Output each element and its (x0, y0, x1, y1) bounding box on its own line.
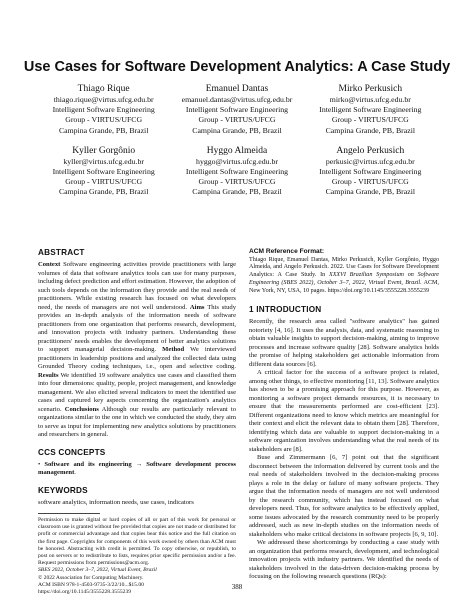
abstract-method-label: Method (162, 346, 185, 353)
intro-paragraph: A critical factor for the success of a software project is related, among other things, to effective monitoring [11, 13]. Software analytics has shown to be a promising approach for this purpose. However, as monitoring a software project demands resources, it is necessary to ensure that the measurements performed are cost-efficient [23]. Different organizations need to know which metrics are meaningful for their context and elicit the relevant data to obtain them [28]. Therefore, identifying which data are valuable to support decision-making in a software organization involves understanding what the real needs of its stakeholders are [8]. (249, 369, 439, 453)
introduction-heading: 1 INTRODUCTION (249, 305, 322, 315)
author-email: thiago.rique@virtus.ufcg.edu.br (53, 95, 154, 104)
footnote-venue: SBES 2022, October 3–7, 2022, Virtual Event, Brazil (38, 567, 157, 574)
author-location: Campina Grande, PB, Brazil (58, 125, 149, 135)
abstract-method: We interviewed practitioners in leadership positions and analyzed the collected data using Grounded Theory coding techniques, i.e., open and selective coding. (38, 346, 236, 370)
acm-reference-heading: ACM Reference Format: (249, 248, 325, 255)
footnote-copyright: © 2022 Association for Computing Machinery. (38, 574, 144, 581)
author-affiliation: Intelligent Software Engineering (185, 105, 289, 115)
abstract-context-label: Context (38, 261, 61, 268)
author-email: hyggo@virtus.ufcg.edu.br (196, 156, 278, 166)
author-affiliation: Intelligent Software Engineering (52, 105, 155, 115)
author-email: perkusic@virtus.ufcg.edu.br (325, 156, 415, 166)
ccs-term-tail: . (74, 469, 76, 476)
author-block (37, 84, 437, 198)
page-number: 388 (231, 583, 243, 591)
author-affiliation: Intelligent Software Engineering (319, 105, 422, 115)
author-card (304, 84, 437, 136)
intro-paragraph: Buse and Zimmermann [6, 7] point out that the significant disconnect between the information delivered by current tools and the real needs of stakeholders involved in the decision-making process plays a role in the delay or failure of many software projects. They argue that the information needs of managers are not well understood by the research community, which has instead focused on what developers need. Thus, for software analytics to be effectively applied, some issues advocated by the research community need to be properly addressed, such as new in-depth studies on the information needs of stakeholders who make critical decisions in software projects [6, 9, 10]. (249, 454, 439, 538)
ccs-bullet: • (38, 460, 41, 468)
author-group: Group - VIRTUS/UFCG (331, 115, 409, 125)
author-location: Campina Grande, PB, Brazil (325, 187, 416, 197)
author-affiliation: Intelligent Software Engineering (319, 167, 422, 177)
abstract-aims-label: Aims (189, 303, 205, 311)
left-column (38, 248, 236, 596)
author-group: Group - VIRTUS/UFCG (331, 177, 409, 187)
ccs-concepts (38, 461, 236, 478)
author-group: Group - VIRTUS/UFCG (65, 177, 143, 187)
ccs-heading: CCS CONCEPTS (38, 447, 106, 457)
author-group: Group - VIRTUS/UFCG (198, 115, 276, 125)
abstract-conclusions-label: Conclusions (64, 405, 99, 413)
author-location: Campina Grande, PB, Brazil (192, 187, 282, 197)
author-affiliation: Intelligent Software Engineering (185, 167, 289, 177)
footnote-doi: https://doi.org/10.1145/3555228.3555239 (38, 589, 132, 596)
footnote-rule (38, 513, 100, 514)
author-email: kyller@virtus.ufcg.edu.br (63, 156, 144, 166)
abstract-aims: This study provides an in-depth analysis of the information needs of software practitioners from one organization that performs research, development, and innovation projects with industry partners. Understanding these practitioners' needs enables the development of better analytics solutions to support managerial decision-making. (38, 303, 236, 353)
author-email: mirko@virtus.ufcg.edu.br (329, 95, 411, 104)
acm-reference-authors: Thiago Rique, Emanuel Dantas, Mirko Perkusich, Kyller Gorgônio, Hyggo Almeida, and Angelo Perkusich. 2022. Use Cases for Software Development Analytics: A Case Study. In (249, 256, 439, 279)
author-card (170, 84, 303, 136)
right-column (249, 248, 439, 582)
acm-reference-body (249, 257, 439, 296)
abstract-conclusions: Although our results are particularly relevant to organizations similar to the one in which we conducted the study, they aim to serve as input for implementing new analytics solutions by practitioners and researchers in general. (38, 405, 236, 438)
paper-title: Use Cases for Software Development Analytics: A Case Study (23, 59, 451, 75)
intro-paragraph: Recently, the research area called "software analytics" has gained notoriety [4, 16]. It uses the analysis, data, and systematic reasoning to obtain valuable insights to support decision-making, aiming to improve processes and increase software quality [28]. Software analytics holds the promise of helping stakeholders get actionable information from different data sources [6]. (249, 318, 439, 368)
author-name: Emanuel Dantas (205, 84, 269, 94)
author-location: Campina Grande, PB, Brazil (192, 125, 282, 135)
author-name: Hyggo Almeida (206, 145, 268, 156)
author-email: emanuel.dantas@virtus.ufcg.edu.br (181, 95, 293, 104)
permission-text: Permission to make digital or hard copies of all or part of this work for personal or classroom use is granted without fee provided that copies are not made or distributed for profit or commercial advantage and that copies bear this notice and the full citation on the first page. Copyrights for components of this work owned by others than ACM must be honored. Abstracting with credit is permitted. To copy otherwise, or republish, to post on servers or to redistribute to lists, requires prior specific permission and/or a fee. Request permissions from permissions@acm.org. (38, 517, 236, 567)
author-location: Campina Grande, PB, Brazil (325, 125, 416, 135)
author-name: Kyller Gorgônio (72, 145, 136, 156)
author-card (170, 146, 303, 198)
author-card (304, 146, 437, 198)
acm-reference-tail: ACM, New York, NY, USA, 10 pages. https://doi.org/10.1145/3555228.3555239 (249, 279, 440, 294)
abstract-body (38, 261, 236, 440)
acm-reference-proceedings: XXXVI Brazilian Symposium on Software Engineering (SBES 2022), October 3–7, 2022, Virtual Event, Brazil. (249, 272, 440, 286)
ccs-term: Software and its engineering → Software development process management (38, 460, 236, 476)
author-card (37, 146, 170, 198)
author-name: Thiago Rique (77, 84, 130, 94)
abstract-results: We identified 19 software analytics use cases and classified them into four dimensions: quality, people, project management, and knowledge management. We also elicited several indicators to meet the identified use cases and captured key aspects concerning the organization's analytics scenario. (38, 371, 236, 413)
author-location: Campina Grande, PB, Brazil (58, 187, 149, 197)
author-group: Group - VIRTUS/UFCG (65, 115, 143, 125)
abstract-results-label: Results (38, 371, 59, 379)
abstract-heading: ABSTRACT (38, 248, 85, 257)
author-card (37, 84, 170, 136)
abstract-context: Software engineering activities provide practitioners with large volumes of data that software analytics tools can use for many purposes, including defect prediction and effort estimation. However, the adoption of such tools depends on the information they provide and the real needs of practitioners. While existing research has focused on what developers need, the needs of managers are not well understood. (38, 261, 237, 311)
author-name: Mirko Perkusich (338, 84, 403, 94)
keywords-text: software analytics, information needs, use cases, indicators (38, 498, 194, 506)
author-affiliation: Intelligent Software Engineering (52, 167, 155, 177)
footnote-isbn: ACM ISBN 978-1-4503-9735-3/22/10...$15.00 (38, 581, 144, 588)
intro-paragraph: We addressed these shortcomings by conducting a case study with an organization that performs research, development, and technological innovation projects with industry partners. We identified the needs of stakeholders involved in the data-driven decision-making process by focusing on the following research questions (RQs): (249, 539, 439, 581)
author-name: Angelo Perkusich (336, 145, 405, 156)
author-group: Group - VIRTUS/UFCG (198, 177, 276, 187)
keywords-heading: KEYWORDS (38, 485, 88, 495)
